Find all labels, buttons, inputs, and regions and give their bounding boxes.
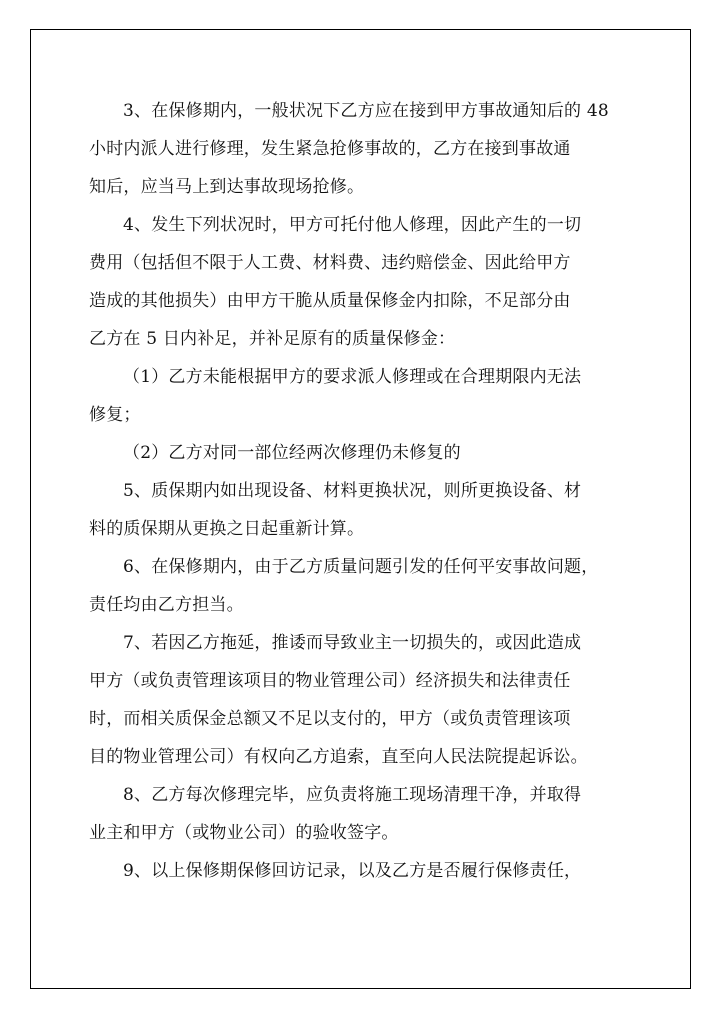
text-line: 甲方（或负责管理该项目的物业管理公司）经济损失和法律责任 — [89, 671, 571, 691]
text-line: 6、在保修期内，由于乙方质量问题引发的任何平安事故问题， — [123, 557, 599, 577]
text-line: 责任均由乙方担当。 — [89, 595, 244, 615]
text-line: 4、发生下列状况时，甲方可托付他人修理，因此产生的一切 — [123, 215, 582, 235]
text-line: 业主和甲方（或物业公司）的验收签字。 — [89, 823, 399, 843]
text-line: 8、乙方每次修理完毕，应负责将施工现场清理干净，并取得 — [123, 785, 582, 805]
text-line: 修复； — [89, 405, 141, 425]
text-line: （1）乙方未能根据甲方的要求派人修理或在合理期限内无法 — [123, 367, 582, 387]
text-line: 时，而相关质保金总额又不足以支付的，甲方（或负责管理该项 — [89, 709, 571, 729]
text-line: 造成的其他损失）由甲方干脆从质量保修金内扣除，不足部分由 — [89, 291, 571, 311]
text-line: 乙方在 5 日内补足，并补足原有的质量保修金： — [89, 329, 456, 349]
text-line: 知后，应当马上到达事故现场抢修。 — [89, 177, 365, 197]
text-line: （2）乙方对同一部位经两次修理仍未修复的 — [123, 443, 461, 463]
page-frame — [30, 29, 691, 989]
text-line: 目的物业管理公司）有权向乙方追索，直至向人民法院提起诉讼。 — [89, 747, 588, 767]
text-line: 费用（包括但不限于人工费、材料费、违约赔偿金、因此给甲方 — [89, 253, 571, 273]
text-line: 料的质保期从更换之日起重新计算。 — [89, 519, 365, 539]
text-line: 7、若因乙方拖延，推诿而导致业主一切损失的，或因此造成 — [123, 633, 582, 653]
text-line: 9、以上保修期保修回访记录，以及乙方是否履行保修责任， — [123, 861, 582, 881]
text-line: 小时内派人进行修理，发生紧急抢修事故的，乙方在接到事故通 — [89, 139, 571, 159]
text-line: 3、在保修期内，一般状况下乙方应在接到甲方事故通知后的 48 — [123, 101, 609, 121]
text-line: 5、质保期内如出现设备、材料更换状况，则所更换设备、材 — [123, 481, 582, 501]
